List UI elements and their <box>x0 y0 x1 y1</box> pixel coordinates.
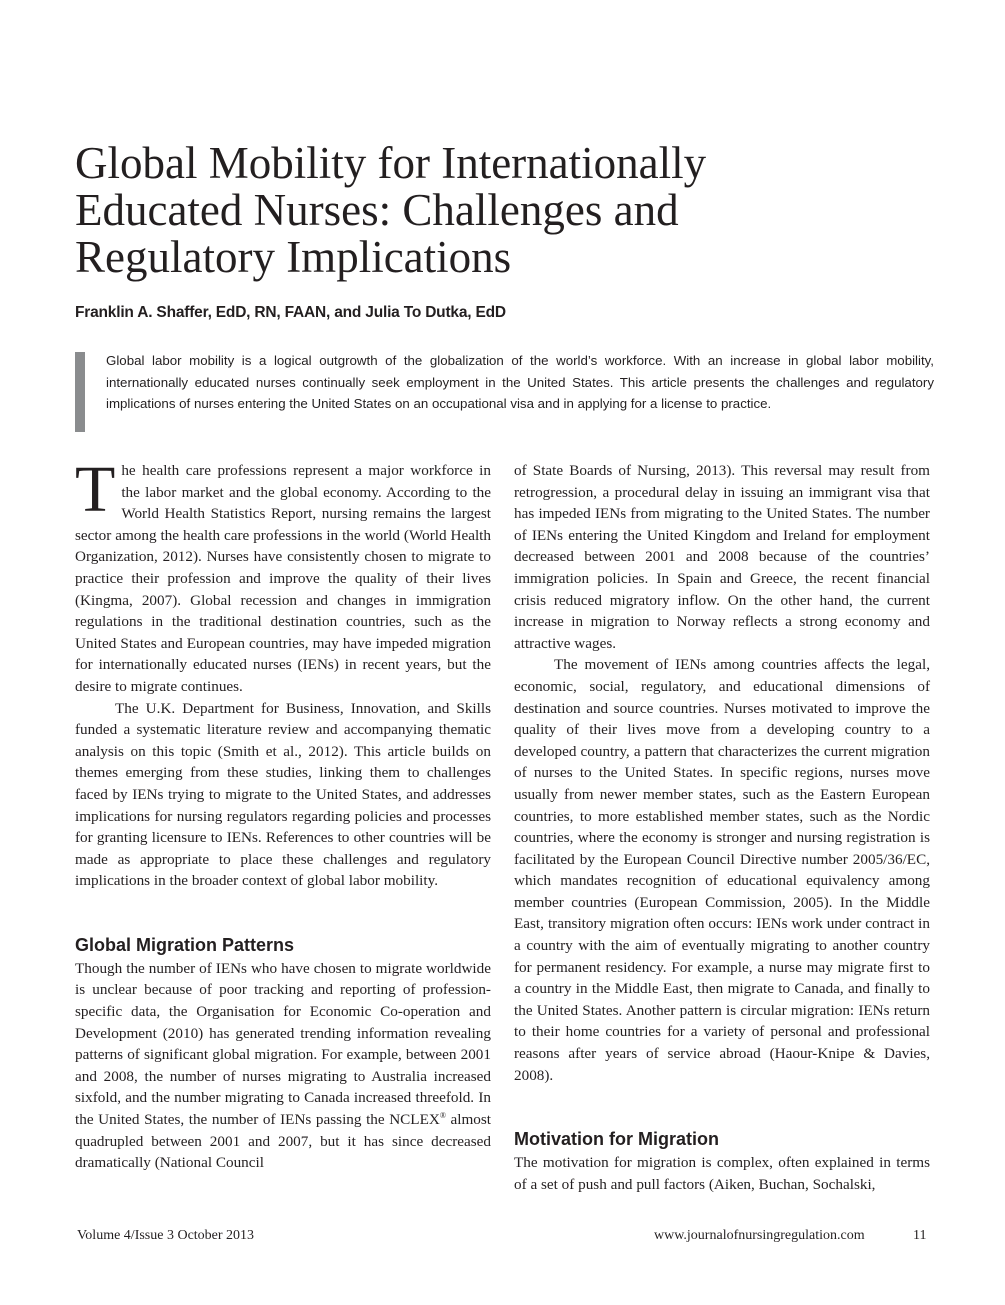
paragraph-text: he health care professions represent a major workforce in the labor market and the global economy. According to the World Health Statistics Report, nursing remains the largest sector among the health care professions in the world (World Health Organization, 2012). Nurses have consistently chosen to migrate to practice their profession and improve the quality of their lives (Kingma, 2007). Global recession and changes in immigration regulations in the traditional destination countries, such as the United States and European countries, may have impeded migration for internationally educated nurses (IENs) in recent years, but the desire to migrate continues. <box>75 462 491 695</box>
footer-volume-issue: Volume 4/Issue 3 October 2013 <box>77 1228 255 1243</box>
body-paragraph: The U.K. Department for Business, Innovation, and Skills funded a systematic literature review and accompanying thematic analysis on this topic (Smith et al., 2012). This article builds on themes emerging from these studies, linking them to challenges faced by IENs trying to migrate to the United States, and addresses implications for nursing regulators regarding policies and processes for granting licensure to IENs. References to other countries will be made as appropriate to place these challenges and regulatory implications in the broader context of global labor mobility. <box>75 699 491 890</box>
abstract: Global labor mobility is a logical outgrowth of the globalization of the world’s workforce. With an increase in global labor mobility, internationally educated nurses continually seek employment in the United States. This article presents the challenges and regulatory implications of nurses entering the United States on an occupational visa and in applying for a license to practice. <box>106 353 934 411</box>
title-line: Regulatory Implications <box>75 232 512 282</box>
right-column <box>514 460 930 1195</box>
page-number: 11 <box>913 1228 927 1243</box>
abstract-accent-bar <box>75 352 85 432</box>
section-heading-global-migration: Global Migration Patterns <box>75 934 295 955</box>
section-heading-motivation: Motivation for Migration <box>514 1129 719 1150</box>
body-paragraph: The motivation for migration is complex, often explained in terms of a set of push and pull factors (Aiken, Buchan, Sochalski, <box>514 1154 930 1193</box>
body-paragraph: of State Boards of Nursing, 2013). This reversal may result from retrogression, a procedural delay in issuing an immigrant visa that has impeded IENs from migrating to the United States. The number of IENs entering the United Kingdom and Ireland for employment decreased between 2001 and 2008 because of the countries’ immigration policies. In Spain and Greece, the recent financial crisis reduced migratory inflow. On the other hand, the current increase in migration to Norway reflects a strong economy and attractive wages. <box>514 462 930 652</box>
body-paragraph <box>75 453 491 698</box>
paragraph-text: Though the number of IENs who have chosen to migrate worldwide is unclear because of poor tracking and reporting of profession-specific data, the Organisation for Economic Co-operation and Development (2010) has generated trending information revealing patterns of significant global migration. For example, between 2001 and 2008, the number of nurses migrating to Australia increased sixfold, and the number migrating to Canada increased threefold. In the United States, the number of IENs passing the NCLEX <box>75 959 491 1129</box>
title-line: Educated Nurses: Challenges and <box>75 185 679 235</box>
left-column <box>75 453 492 1174</box>
author-byline: Franklin A. Shaffer, EdD, RN, FAAN, and Julia To Dutka, EdD <box>75 304 506 321</box>
body-paragraph: The movement of IENs among countries affects the legal, economic, social, regulatory, and educational dimensions of destination and source countries. Nurses motivated to improve the quality of their lives move from a developing country to a developed country, a pattern that characterizes the current migration of nurses to the United States. In specific regions, nurses move usually from newer member states, such as the Eastern European countries, to more established member states, such as the Nordic countries, where the economy is stronger and nursing registration is facilitated by the European Council Directive number 2005/36/EC, which mandates recognition of educational equivalency among member countries (European Commission, 2005). In the Middle East, transitory migration often occurs: IENs work under contract in a country with the aim of eventually migrating to another country for permanent residency. For example, a nurse may migrate first to a country in the Middle East, then migrate to Canada, and finally to the United States. Another pattern is circular migration: IENs return to their home countries for a variety of personal and professional reasons after years of service abroad (Haour-Knipe & Davies, 2008). <box>514 656 930 1084</box>
body-paragraph <box>75 958 491 1174</box>
title-line: Global Mobility for Internationally <box>75 138 707 188</box>
paragraph-text: almost quadrupled between 2001 and 2007, but it has since decreased dramatically (National Council <box>75 1111 492 1172</box>
footer-website: www.journalofnursingregulation.com <box>654 1228 865 1243</box>
article-title <box>75 140 935 281</box>
drop-cap: T <box>75 453 116 526</box>
registered-mark: ® <box>439 1110 446 1120</box>
